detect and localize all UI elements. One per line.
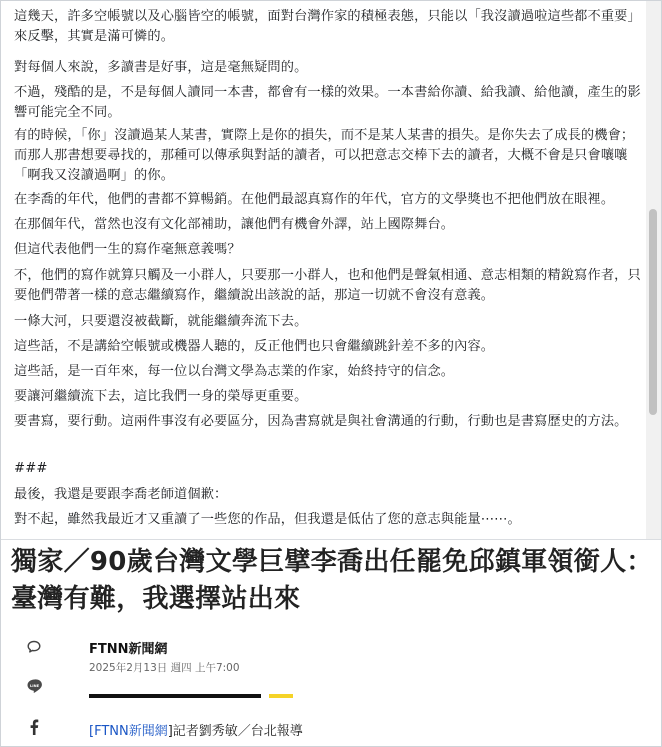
accent-bar xyxy=(89,694,261,698)
byline-source-link[interactable]: FTNN新聞網 xyxy=(94,724,168,739)
post-paragraph: 有的時候，「你」沒讀過某人某書，實際上是你的損失，而不是某人某書的損失。是你失去了成長的機會；而那人那書想要尋找的，那種可以傳承與對話的讀者，可以把意志交棒下去的讀者，大概不會是只會嚷嚷「啊我又沒讀過啊」的你。 xyxy=(14,128,635,183)
post-paragraph: 這些話，不是講給空帳號或機器人聽的，反正他們也只會繼續跳針差不多的內容。 xyxy=(14,339,495,354)
article-preview[interactable] xyxy=(1,540,661,746)
post-paragraph: 在那個年代，當然也沒有文化部補助，讓他們有機會外譯，站上國際舞台。 xyxy=(14,217,455,232)
article-headline[interactable]: 獨家／90歲台灣文學巨擘李喬出任罷免邱鎮軍領銜人：臺灣有難，我選擇站出來 xyxy=(11,547,653,614)
svg-text:LINE: LINE xyxy=(29,683,39,688)
post-paragraph: 不，他們的寫作就算只觸及一小群人，只要那一小群人，也和他們是聲氣相通、意志相類的精銳寫作者，只要他們帶著一樣的意志繼續寫作，繼續說出該說的話，那這一切就不會沒有意義。 xyxy=(14,268,641,303)
post-scrollbar-thumb[interactable] xyxy=(649,209,657,415)
post-scrollbar[interactable] xyxy=(646,1,661,539)
post-paragraph: 這些話，是一百年來，每一位以台灣文學為志業的作家，始終持守的信念。 xyxy=(14,364,455,379)
comment-icon[interactable] xyxy=(25,638,43,656)
article-source-name[interactable]: FTNN新聞網 xyxy=(89,642,168,657)
post-paragraph: 要讓河繼續流下去，這比我們一身的榮辱更重要。 xyxy=(14,389,308,404)
line-icon[interactable] xyxy=(25,677,43,695)
post-paragraph: 但這代表他們一生的寫作毫無意義嗎？ xyxy=(14,242,241,257)
post-paragraph: 對不起，雖然我最近才又重讀了一些您的作品，但我還是低估了您的意志與能量⋯⋯。 xyxy=(14,512,521,527)
post-paragraph: 不過，殘酷的是，不是每個人讀同一本書，都會有一樣的效果。一本書給你讀、給我讀、給他讀，產生的影響可能完全不同。 xyxy=(14,85,641,120)
accent-bar-highlight xyxy=(269,694,293,698)
byline-bracket: [ xyxy=(89,724,95,739)
post-paragraph: 最後，我還是要跟李喬老師道個歉： xyxy=(14,487,228,502)
post-paragraph: 在李喬的年代，他們的書都不算暢銷。在他們最認真寫作的年代，官方的文學獎也不把他們放在眼裡。 xyxy=(14,192,615,207)
post-body xyxy=(1,1,646,539)
post-paragraph: 要書寫，要行動。這兩件事沒有必要區分，因為書寫就是與社會溝通的行動，行動也是書寫歷史的方法。 xyxy=(14,414,628,429)
article-byline xyxy=(89,720,303,739)
post-paragraph: ### xyxy=(14,461,48,476)
post-paragraph: 這幾天，許多空帳號以及心腦皆空的帳號，面對台灣作家的積極表態，只能以「我沒讀過啦這些都不重要」來反擊，其實是滿可憐的。 xyxy=(14,9,641,44)
post-paragraph: 一條大河，只要還沒被截斷，就能繼續奔流下去。 xyxy=(14,314,308,329)
post-paragraph: 對每個人來說，多讀書是好事，這是毫無疑問的。 xyxy=(14,60,308,75)
facebook-icon[interactable] xyxy=(25,718,43,736)
article-date: 2025年2月13日 週四 上午7:00 xyxy=(89,662,240,674)
byline-text: ]記者劉秀敏／台北報導 xyxy=(167,724,303,739)
